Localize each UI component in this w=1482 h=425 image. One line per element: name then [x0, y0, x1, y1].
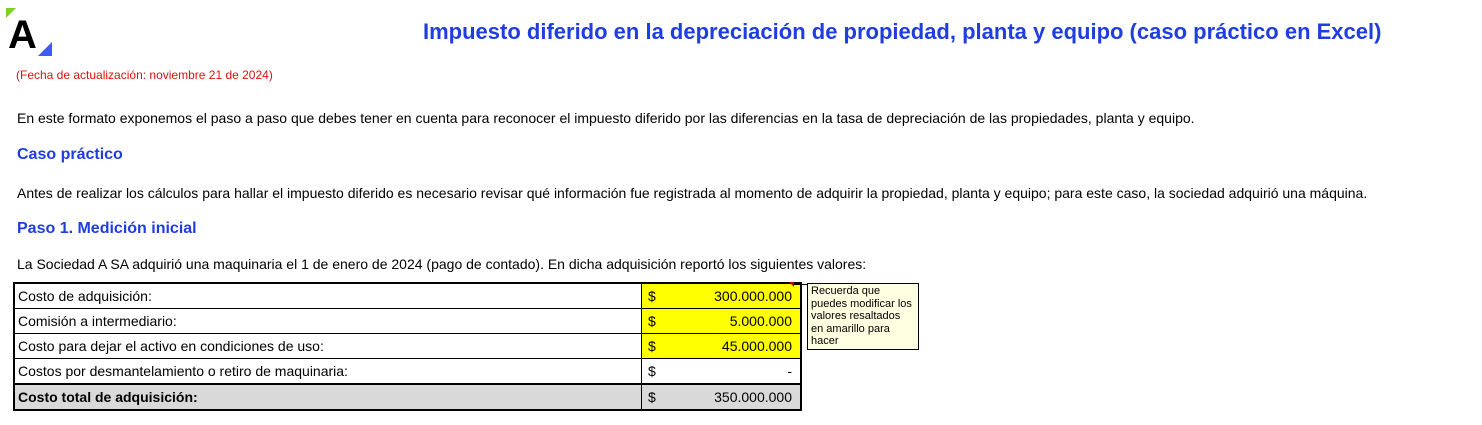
- case-heading: Caso práctico: [17, 146, 123, 163]
- total-label[interactable]: Costo total de adquisición:: [14, 384, 642, 410]
- costs-table: [13, 282, 802, 411]
- dismantling-cost-cell[interactable]: -: [670, 359, 801, 385]
- row-label[interactable]: Comisión a intermediario:: [14, 309, 642, 334]
- logo-letter: A: [8, 13, 37, 57]
- update-date: (Fecha de actualización: noviembre 21 de 2024): [16, 68, 273, 82]
- row-currency[interactable]: $: [642, 359, 671, 385]
- logo-bottom-triangle: [38, 42, 52, 56]
- total-row: [14, 384, 801, 410]
- step1-text: La Sociedad A SA adquirió una maquinaria el 1 de enero de 2024 (pago de contado). En dicha adquisición reportó los siguientes valores:: [17, 256, 867, 272]
- cell-comment: Recuerda que puedes modificar los valores resaltados en amarillo para hacer: [807, 283, 919, 350]
- setup-cost-cell[interactable]: 45.000.000: [670, 334, 801, 359]
- table-row: [14, 334, 801, 359]
- case-text: Antes de realizar los cálculos para hallar el impuesto diferido es necesario revisar qué información fue registrada al momento de adquirir la propiedad, planta y equipo; para este caso, la sociedad adquirió una máquina.: [17, 185, 1368, 201]
- table-row: [14, 309, 801, 334]
- row-label[interactable]: Costo para dejar el activo en condiciones de uso:: [14, 334, 642, 359]
- acquisition-cost-cell[interactable]: 300.000.000: [670, 283, 801, 309]
- total-currency[interactable]: $: [642, 384, 671, 410]
- table-row: [14, 283, 801, 309]
- row-currency[interactable]: $: [642, 309, 671, 334]
- step1-heading: Paso 1. Medición inicial: [17, 220, 197, 237]
- total-amount-cell[interactable]: 350.000.000: [670, 384, 801, 410]
- intro-text: En este formato exponemos el paso a paso que debes tener en cuenta para reconocer el impuesto diferido por las diferencias en la tasa de depreciación de las propiedades, planta y equipo.: [17, 110, 1195, 126]
- commission-cell[interactable]: 5.000.000: [670, 309, 801, 334]
- page-title: Impuesto diferido en la depreciación de propiedad, planta y equipo (caso práctico en Excel): [423, 19, 1382, 44]
- brand-logo: [6, 8, 56, 58]
- row-currency[interactable]: $: [642, 334, 671, 359]
- row-currency[interactable]: $: [642, 283, 671, 309]
- comment-connector: [794, 284, 808, 285]
- row-label[interactable]: Costos por desmantelamiento o retiro de maquinaria:: [14, 359, 642, 385]
- table-row: [14, 359, 801, 385]
- row-label[interactable]: Costo de adquisición:: [14, 283, 642, 309]
